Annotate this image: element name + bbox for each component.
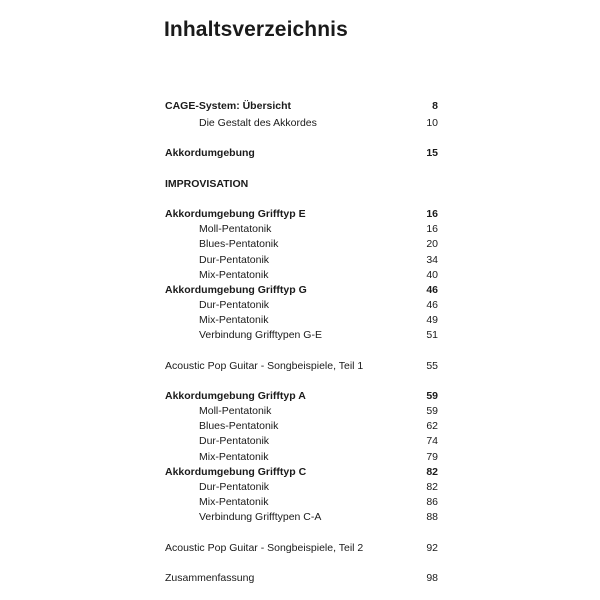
toc-entry-page: 98 <box>426 572 438 584</box>
toc-entry-page: 16 <box>426 208 438 220</box>
toc-entry <box>0 480 600 494</box>
toc-entry <box>0 207 600 221</box>
toc-entry <box>0 237 600 251</box>
toc-entry-label: Blues-Pentatonik <box>199 420 279 432</box>
toc-entry-page: 49 <box>426 314 438 326</box>
toc-entry <box>0 222 600 236</box>
toc-entry-page: 82 <box>426 466 438 478</box>
toc-entry-label: Mix-Pentatonik <box>199 269 269 281</box>
toc-entry-page: 46 <box>426 284 438 296</box>
toc-entry-label: Akkordumgebung Grifftyp G <box>165 284 307 296</box>
toc-entry-page: 92 <box>426 542 438 554</box>
toc-entry-page: 8 <box>432 100 438 112</box>
toc-entry-label: Akkordumgebung Grifftyp A <box>165 390 306 402</box>
toc-entry-label: Mix-Pentatonik <box>199 451 269 463</box>
toc-entry-page: 34 <box>426 254 438 266</box>
toc-entry <box>0 177 600 191</box>
toc-entry-page: 59 <box>426 405 438 417</box>
toc-entry-page: 40 <box>426 269 438 281</box>
toc-entry-page: 79 <box>426 451 438 463</box>
toc-entry-label: Moll-Pentatonik <box>199 405 272 417</box>
toc-entry-page: 74 <box>426 435 438 447</box>
toc-entry-page: 55 <box>426 360 438 372</box>
toc-entry-label: Acoustic Pop Guitar - Songbeispiele, Teil 2 <box>165 542 364 554</box>
toc-entry-page: 59 <box>426 390 438 402</box>
toc-entry-label: Dur-Pentatonik <box>199 299 270 311</box>
toc-entry-label: Mix-Pentatonik <box>199 314 269 326</box>
toc-entry-page: 20 <box>426 238 438 250</box>
toc-entry <box>0 283 600 297</box>
toc-entry <box>0 298 600 312</box>
toc-entry <box>0 359 600 373</box>
toc-entry-page: 62 <box>426 420 438 432</box>
toc-entry-label: Blues-Pentatonik <box>199 238 279 250</box>
toc-entry <box>0 268 600 282</box>
toc-entry-label: Akkordumgebung Grifftyp E <box>165 208 306 220</box>
toc-entry-label: CAGE-System: Übersicht <box>165 100 292 112</box>
toc-entry <box>0 495 600 509</box>
toc-entry <box>0 404 600 418</box>
toc-entry <box>0 313 600 327</box>
toc-entry <box>0 419 600 433</box>
toc-entry <box>0 328 600 342</box>
toc-entry-page: 46 <box>426 299 438 311</box>
toc-entry-label: IMPROVISATION <box>165 178 249 190</box>
toc-entry-label: Zusammenfassung <box>165 572 255 584</box>
toc-entry <box>0 434 600 448</box>
toc-entry <box>0 510 600 524</box>
toc-entry-page: 88 <box>426 511 438 523</box>
toc-entry-page: 10 <box>426 117 438 129</box>
toc-entry-label: Acoustic Pop Guitar - Songbeispiele, Teil 1 <box>165 360 364 372</box>
toc-entry-label: Die Gestalt des Akkordes <box>199 117 317 129</box>
toc-entry-label: Dur-Pentatonik <box>199 254 270 266</box>
toc-entry <box>0 116 600 130</box>
toc-entry <box>0 465 600 479</box>
toc-entry-page: 16 <box>426 223 438 235</box>
toc-entry-label: Verbindung Grifftypen G-E <box>199 329 322 341</box>
toc-entry <box>0 99 600 113</box>
toc-entry-label: Akkordumgebung <box>165 147 255 159</box>
toc-entry-page: 86 <box>426 496 438 508</box>
toc-entry-label: Verbindung Grifftypen C-A <box>199 511 322 523</box>
toc-entry <box>0 389 600 403</box>
toc-entry <box>0 253 600 267</box>
toc-entry-page: 51 <box>426 329 438 341</box>
toc-entry-page: 82 <box>426 481 438 493</box>
toc-entry-label: Dur-Pentatonik <box>199 435 270 447</box>
toc-entry <box>0 571 600 585</box>
page-title: Inhaltsverzeichnis <box>164 18 348 41</box>
toc-entry-page: 15 <box>426 147 438 159</box>
toc-entry-label: Mix-Pentatonik <box>199 496 269 508</box>
toc-entry-label: Akkordumgebung Grifftyp C <box>165 466 307 478</box>
toc-entry <box>0 541 600 555</box>
toc-entry-label: Dur-Pentatonik <box>199 481 270 493</box>
toc-entry <box>0 450 600 464</box>
toc-entry-label: Moll-Pentatonik <box>199 223 272 235</box>
toc-entry <box>0 146 600 160</box>
